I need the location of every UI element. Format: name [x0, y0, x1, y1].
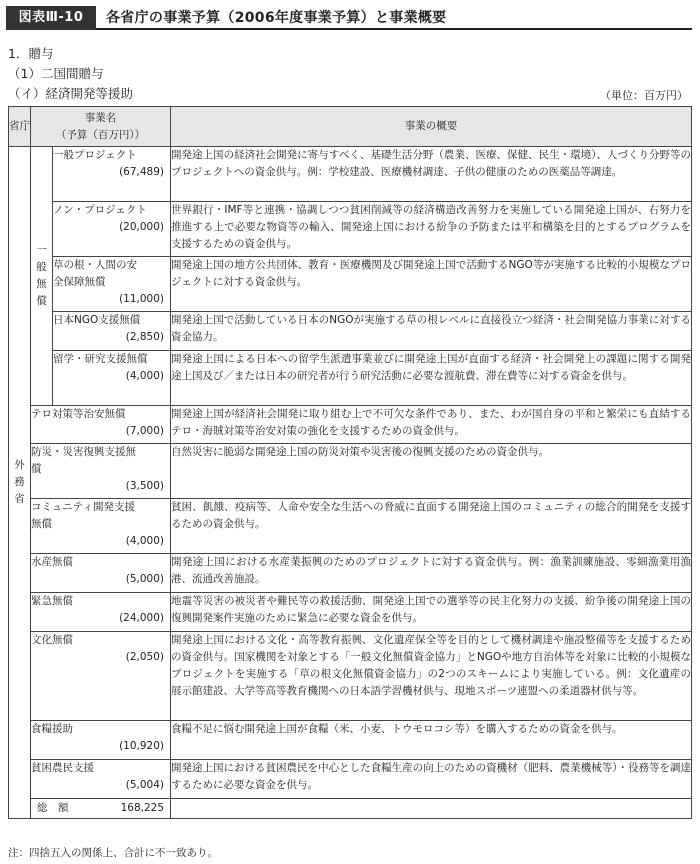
table-row	[9, 147, 692, 202]
project-name: 日本NGO支援無償	[53, 314, 141, 326]
project-description: 食糧不足に悩む開発途上国が食糧（米、小麦、トウモロコシ等）を購入するための資金を供与。	[171, 721, 692, 760]
group-general-grant-cell: 一 般 無 償	[31, 147, 53, 406]
project-name: 貧困農民支援	[31, 762, 94, 774]
project-description: 開発途上国における貧困農民を中心とした食糧生産の向上のための資機材（肥料、農業機械等）・役務等を調達するために必要な資金を供与。	[171, 760, 692, 799]
project-description: 地震等災害の被災者や難民等の救援活動、開発途上国での選挙等の民主化努力の支援、紛争後の開発途上国の復興開発案件実施のために緊急に必要な資金を供与。	[171, 593, 692, 632]
table-row	[9, 632, 692, 721]
project-description: 開発途上国の地方公共団体、教育・医療機関及び開発途上国で活動するNGO等が実施する比較的小規模なプロジェクトに対する資金供与。	[171, 257, 692, 312]
project-budget: (4,000)	[125, 535, 164, 547]
project-name-cell	[31, 760, 171, 799]
project-name-cont: 償	[31, 463, 42, 475]
figure-label: 図表Ⅲ-10	[6, 6, 96, 30]
project-budget: (2,050)	[125, 651, 164, 663]
project-budget: (24,000)	[119, 612, 164, 624]
project-name: テロ対策等治安無償	[31, 408, 126, 420]
project-budget: (10,920)	[119, 740, 164, 752]
project-name-cell	[31, 721, 171, 760]
project-budget: (7,000)	[125, 425, 164, 437]
project-budget: (5,000)	[125, 573, 164, 585]
project-description: 世界銀行・IMF等と連携・協調しつつ貧困削減等の経済構造改善努力を実施している開発途上国が、右努力を推進する上で必要な物資等の輸入、開発途上国における紛争の予防または平和構築を目的とするプログラムを支援するための資金供与。	[171, 202, 692, 257]
project-name: ノン・プロジェクト	[53, 204, 147, 216]
figure-header	[6, 6, 692, 30]
project-description: 開発途上国における水産業振興のためのプロジェクトに対する資金供与。例：漁業訓練施設、零細漁業用漁港、流通改善施設。	[171, 554, 692, 593]
header-project-line1: 事業名	[84, 111, 117, 124]
table-row	[9, 721, 692, 760]
project-name: 文化無償	[31, 634, 73, 646]
table-row	[9, 202, 692, 257]
project-name: 草の根・人間の安	[53, 259, 137, 271]
project-description: 開発途上国が経済社会開発に取り組む上で不可欠な条件であり、また、わが国自身の平和と繁栄にも直結するテロ・海賊対策等治安対策の強化を支援するための資金供与。	[171, 406, 692, 444]
project-budget: (5,004)	[125, 779, 164, 791]
table-row	[9, 593, 692, 632]
total-label: 総 額	[37, 802, 69, 814]
footnote: 注：四捨五入の関係上、合計に不一致あり。	[8, 847, 218, 859]
project-budget: (20,000)	[119, 221, 164, 233]
project-name-cell	[31, 499, 171, 554]
table-row	[9, 554, 692, 593]
table-row	[9, 499, 692, 554]
project-name: 緊急無償	[31, 595, 73, 607]
ministry-cell: 外 務 省	[9, 147, 31, 819]
table-row	[9, 312, 692, 351]
project-name-cell	[53, 312, 171, 351]
header-project	[31, 107, 171, 147]
project-name: 水産無償	[31, 556, 73, 568]
project-name-cell	[31, 593, 171, 632]
header-ministry-text: 省庁	[9, 120, 30, 132]
project-name-cell	[31, 554, 171, 593]
project-name-cell	[53, 147, 171, 202]
project-budget: (3,500)	[125, 480, 164, 492]
project-name: 一般プロジェクト	[53, 149, 137, 161]
project-budget: (2,850)	[125, 331, 164, 343]
total-cell	[31, 799, 171, 819]
table-row	[9, 257, 692, 312]
project-description: 開発途上国の経済社会開発に寄与すべく、基礎生活分野（農業、医療、保健、民生・環境）、人づくり分野等のプロジェクトへの資金供与。例：学校建設、医療機材調達、子供の健康のための医薬品等調達。	[171, 147, 692, 202]
total-value: 168,225	[120, 802, 164, 814]
project-name-cell	[31, 632, 171, 721]
figure-title: 各省庁の事業予算（2006年度事業予算）と事業概要	[106, 10, 447, 26]
project-name-cell	[53, 257, 171, 312]
project-name: 食糧援助	[31, 723, 73, 735]
section-heading-1: 1．贈与	[8, 46, 54, 61]
project-description: 貧困、飢餓、疫病等、人命や安全な生活への脅威に直面する開発途上国のコミュニティの総合的開発を支援するための資金供与。	[171, 499, 692, 554]
project-budget: (4,000)	[125, 370, 164, 382]
project-name-cell	[53, 351, 171, 406]
budget-table	[8, 106, 692, 819]
table-row	[9, 406, 692, 444]
header-project-line2: （予算（百万円））	[55, 128, 146, 141]
table-row	[9, 760, 692, 799]
project-name: コミュニティ開発支援	[31, 501, 135, 513]
unit-label: （単位：百万円）	[600, 89, 688, 102]
section-heading-3: （イ）経済開発等援助	[8, 86, 134, 101]
project-name-cont: 無償	[31, 518, 52, 530]
project-name: 防災・災害復興支援無	[31, 446, 136, 458]
table-row	[9, 444, 692, 499]
table-row	[9, 351, 692, 406]
project-name-cell	[53, 202, 171, 257]
project-description: 開発途上国による日本への留学生派遣事業並びに開発途上国が直面する経済・社会開発上の課題に関する開発途上国及び／または日本の研究者が行う研究活動に必要な渡航費、滞在費等に対する資金を供与。	[171, 351, 692, 406]
project-description: 開発途上国で活動している日本のNGOが実施する草の根レベルに直接役立つ経済・社会開発協力事業に対する資金協力。	[171, 312, 692, 351]
total-description-empty	[171, 799, 692, 819]
project-budget: (67,489)	[119, 166, 164, 178]
project-budget: (11,000)	[119, 293, 164, 305]
project-name: 留学・研究支援無償	[53, 353, 148, 365]
total-row	[9, 799, 692, 819]
project-description: 開発途上国における文化・高等教育振興、文化遺産保全等を目的として機材調達や施設整備等を支援するための資金供与。国家機関を対象とする「一般文化無償資金協力」とNGOや地方自治体等を対象に比較的小規模なプロジェクトを実施する「草の根文化無償資金協力」の2つのスキームにより実施している。例：文化遺産の展示館建設、大学等高等教育機関への日本語学習機材供与、現地スポーツ連盟への柔道器材供与等。	[171, 632, 692, 721]
project-name-cell	[31, 406, 171, 444]
header-description: 事業の概要	[171, 107, 692, 147]
header-ministry	[9, 107, 31, 147]
project-name-cell	[31, 444, 171, 499]
project-description: 自然災害に脆弱な開発途上国の防災対策や災害後の復興支援のための資金供与。	[171, 444, 692, 499]
table-header-row	[9, 107, 692, 147]
project-name-cont: 全保障無償	[53, 276, 106, 288]
section-heading-2: （1）二国間贈与	[8, 66, 104, 81]
